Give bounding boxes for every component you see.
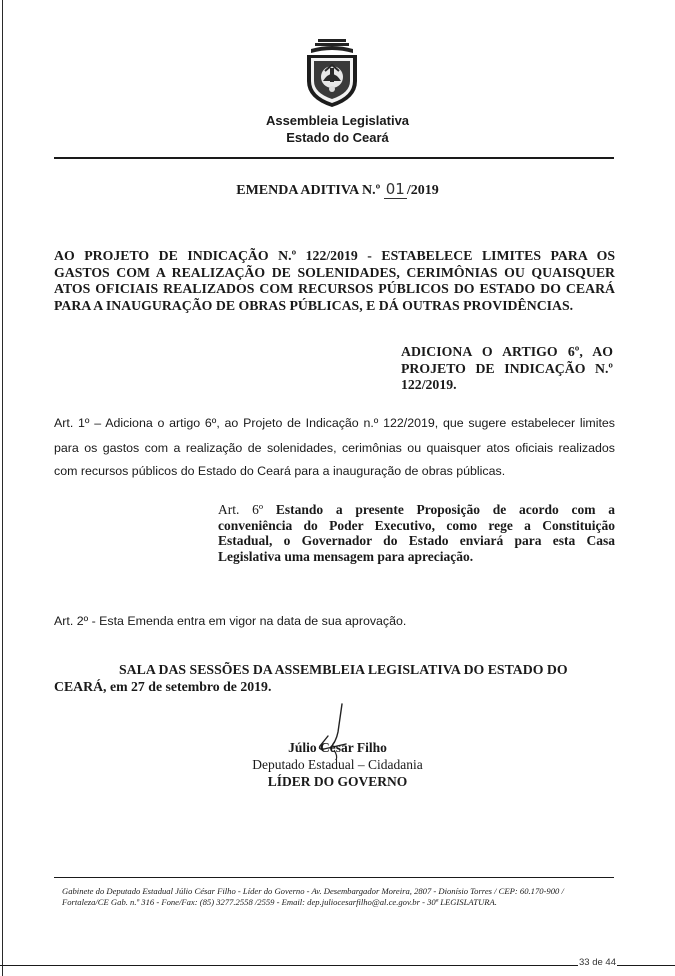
institution-state: Estado do Ceará — [286, 130, 389, 145]
subject-line: GASTOS COM A REALIZAÇÃO DE SOLENIDADES, CERIMÔNIAS OU QUAISQUER — [54, 264, 615, 280]
title-year: /2019 — [406, 183, 439, 198]
subject-line: ATOS OFICIAIS REALIZADOS COM RECURSOS PÚBLICOS DO ESTADO DO CEARÁ — [54, 281, 615, 296]
footer-address — [62, 886, 618, 908]
article-2: Art. 2º - Esta Emenda entra em vigor na data de sua aprovação. — [54, 614, 407, 628]
amendment-title — [0, 180, 675, 199]
article-6-text: conveniência do Poder Executivo, como rege a Constituição — [218, 517, 615, 533]
footer-line: Fortaleza/CE Gab. n.º 316 - Fone/Fax: (85) 3277.2558 /2559 - Email: dep.juliocesarfilho@al.ce.gov.br - 30ª LEGISLATURA. — [62, 897, 497, 907]
article-6-label: Art. 6º — [218, 502, 264, 517]
header-divider — [54, 157, 614, 159]
institution-name: Assembleia Legislativa — [265, 113, 410, 128]
signer-role: Deputado Estadual – Cidadania — [252, 757, 423, 772]
article-6-text: Estando a presente Proposição de acordo com a — [275, 502, 616, 517]
signer-name: Júlio César Filho — [288, 740, 387, 755]
scan-border — [2, 0, 3, 976]
article-1-line: para os gastos com a realização de solenidades, cerimônias ou quaisquer atos oficiais realizados — [54, 441, 615, 455]
summary-block: ADICIONA O ARTIGO 6º, AO PROJETO DE INDICAÇÃO N.º 122/2019. — [401, 344, 613, 392]
handwritten-number: 01 — [385, 180, 405, 198]
article-6-text: Legislativa uma mensagem para apreciação. — [218, 548, 474, 564]
session-closing — [54, 661, 615, 695]
signer-title: LÍDER DO GOVERNO — [267, 774, 408, 789]
article-1-line: Art. 1º – Adiciona o artigo 6º, ao Projeto de Indicação n.º 122/2019, que sugere estabelecer limites — [54, 416, 615, 430]
session-closing-line: CEARÁ, em 27 de setembro de 2019. — [54, 679, 272, 694]
subject-line: PARA A INAUGURAÇÃO DE OBRAS PÚBLICAS, E DÁ OUTRAS PROVIDÊNCIAS. — [54, 297, 574, 313]
session-closing-line: SALA DAS SESSÕES DA ASSEMBLEIA LEGISLATIVA DO ESTADO DO — [119, 662, 568, 677]
footer-line: Gabinete do Deputado Estadual Júlio César Filho - Líder do Governo - Av. Desembargador Moreira, 2807 - Dionísio Torres / CEP: 60.170-900 / — [62, 886, 564, 896]
subject-line: AO PROJETO DE INDICAÇÃO N.º 122/2019 - ESTABELECE LIMITES PARA OS — [54, 248, 615, 263]
title-prefix: EMENDA ADITIVA N.º — [236, 183, 381, 198]
ceara-coat-of-arms-icon — [301, 37, 363, 109]
article-1-line: com recursos públicos do Estado do Ceará para a inauguração de obras públicas. — [54, 464, 506, 478]
article-6 — [218, 502, 615, 564]
footer-divider — [54, 877, 614, 878]
page-bottom-rule — [0, 965, 675, 966]
article-6-text: Estadual, o Governador do Estado enviará para esta Casa — [218, 533, 615, 548]
page-number: 33 de 44 — [579, 957, 616, 968]
